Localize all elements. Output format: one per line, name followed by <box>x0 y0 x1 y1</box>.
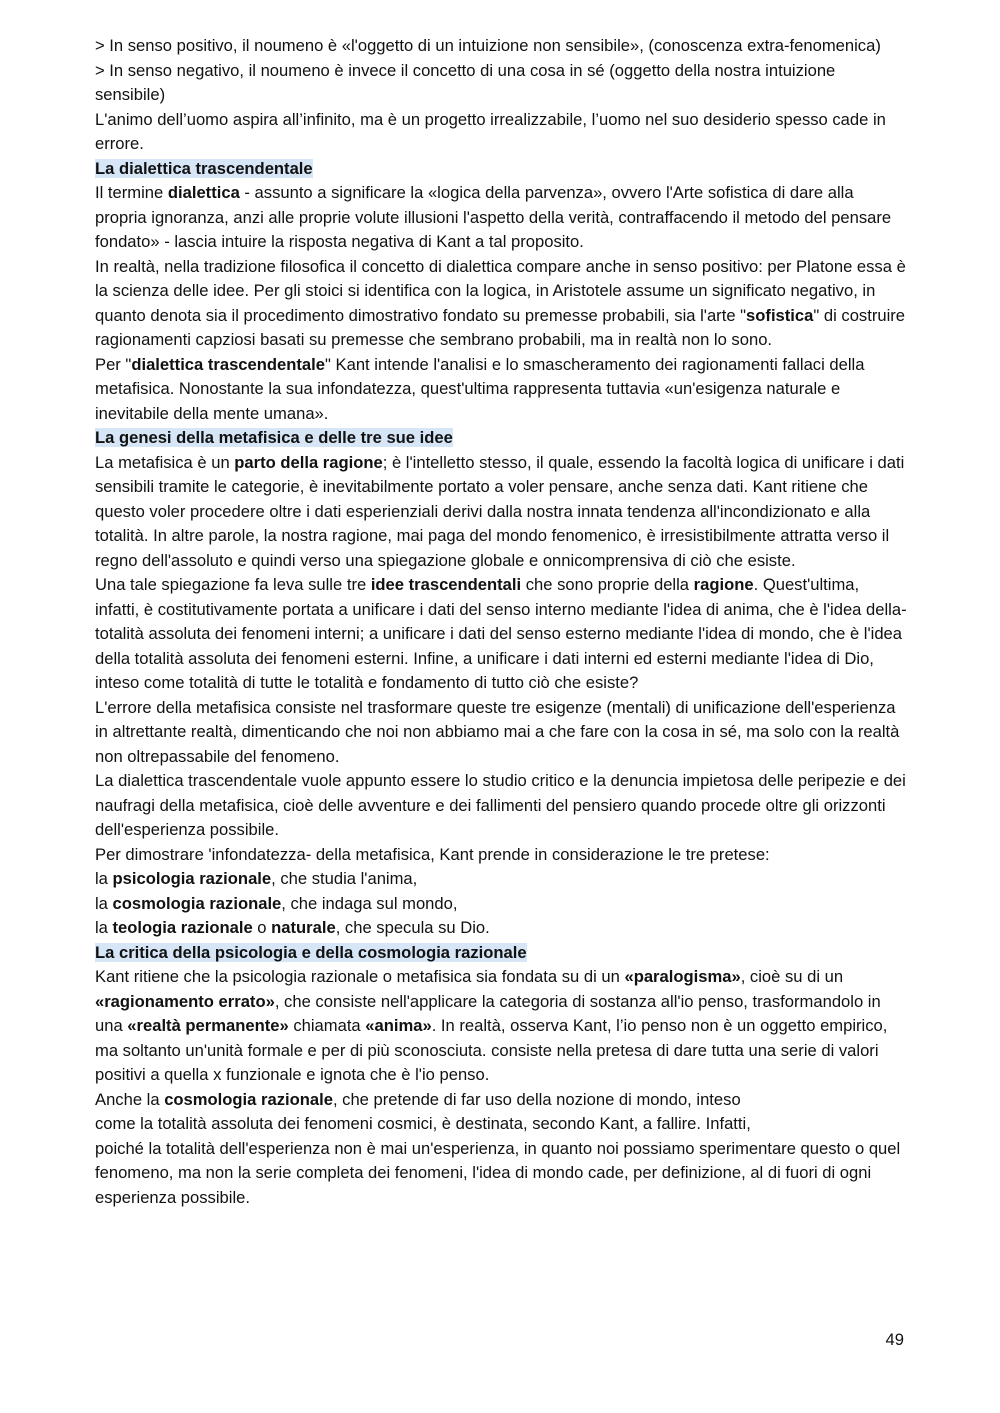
text-run: L'animo dell’uomo aspira all’infinito, ma è un progetto irrealizzabile, l’uomo nel suo desiderio spesso cade in errore. <box>95 109 886 153</box>
paragraph <box>95 181 907 255</box>
paragraph <box>95 34 907 59</box>
paragraph <box>95 867 907 892</box>
text-run: , che studia l'anima, <box>271 869 418 888</box>
paragraph <box>95 353 907 427</box>
section-heading-text: La critica della psicologia e della cosmologia razionale <box>95 942 527 962</box>
text-run: chiamata <box>288 1016 366 1035</box>
bold-term: «paralogisma» <box>624 967 741 986</box>
paragraph <box>95 892 907 917</box>
bold-term: «ragionamento errato» <box>95 991 275 1011</box>
section-heading-text: La dialettica trascendentale <box>95 158 313 178</box>
bold-term: «anima» <box>365 1016 432 1035</box>
text-run: La metafisica è un <box>95 452 235 472</box>
bold-term: sofistica <box>746 305 814 325</box>
bold-term: parto della ragione <box>234 452 383 472</box>
text-run: , che indaga sul mondo, <box>281 893 458 913</box>
text-run: " Kant intende l'analisi e lo smascheramento dei ragionamenti fallaci della metafisica. Nonostante la sua infondatezza, quest'ultima rappresenta tuttavia «un'esigenza naturale e inevitabile della mente umana». <box>95 354 865 423</box>
paragraph <box>95 59 907 108</box>
bold-term: cosmologia razionale <box>112 893 282 913</box>
paragraph <box>95 843 907 868</box>
paragraph <box>95 1088 907 1211</box>
bold-term: naturale <box>271 918 336 937</box>
text-run: , che specula su Dio. <box>335 918 490 937</box>
paragraph <box>95 255 907 353</box>
text-run: , che pretende di far uso della nozione di mondo, inteso come la totalità assoluta dei fenomeni cosmici, è destinata, secondo Kant, a fallire. Infatti, poiché la totalità dell'esperienza non è mai un'esperienza, in quanto noi possiamo sperimentare questo o quel fenomeno, ma non la serie completa dei fenomeni, l'idea di mondo cade, per definizione, al di fuori di ogni esperienza possibile. <box>95 1089 901 1207</box>
text-run: Una tale spiegazione fa leva sulle tre <box>95 575 371 594</box>
text-run: Anche la <box>95 1089 165 1109</box>
text-run: In realtà, nella tradizione filosofica il concetto di dialettica compare anche in senso positivo: per Platone essa è la scienza delle idee. Per gli stoici si identifica con la logica, in Aristotele assume un significato negativo, in quanto denota sia il procedimento dimostrativo fondato su premesse probabili, sia l'arte " <box>95 256 906 325</box>
text-run: " di costruire ragionamenti capziosi basati su premesse che sembrano probabili, ma in realtà non lo sono. <box>95 305 906 349</box>
bold-term: idee trascendentali <box>370 575 522 594</box>
paragraph <box>95 916 907 941</box>
bold-term: teologia razionale <box>112 918 253 937</box>
text-run: Per " <box>95 354 132 374</box>
paragraph <box>95 451 907 574</box>
text-run: la <box>95 893 113 913</box>
text-run: la <box>95 869 113 888</box>
page-number: 49 <box>885 1330 904 1349</box>
bold-term: dialettica <box>167 183 240 202</box>
section-heading <box>95 426 907 451</box>
text-run: . Quest'ultima, infatti, è costitutivamente portata a unificare i dati del senso interno mediante l'idea di anima, che è l'idea della-totalità assoluta dei fenomeni interni; a unificare i dati del senso esterno mediante l'idea di mondo, che è l'idea della totalità assoluta dei fenomeni esterni. Infine, a unificare i dati interni ed esterni mediante l'idea di Dio, inteso come totalità di tutte le totalità e fondamento di tutto ciò che esiste? <box>95 575 907 692</box>
paragraph <box>95 965 907 1088</box>
paragraph <box>95 696 907 770</box>
paragraph <box>95 573 907 696</box>
text-run: ; è l'intelletto stesso, il quale, essendo la facoltà logica di unificare i dati sensibili tramite le categorie, è inevitabilmente portato a voler pensare, anche senza dati. Kant ritiene che questo voler procedere oltre i dati esperienziali derivi dalla nostra innata tendenza all'incondizionato e alla totalità. In altre parole, la nostra ragione, mai paga del mondo fenomenico, è irresistibilmente attratta verso il regno dell'assoluto e quindi verso una spiegazione globale e onnicomprensiva di ciò che esiste. <box>95 452 905 570</box>
text-run: o <box>252 918 272 937</box>
section-heading-text: La genesi della metafisica e delle tre sue idee <box>95 428 453 447</box>
text-run: > In senso negativo, il noumeno è invece il concetto di una cosa in sé (oggetto della nostra intuizione sensibile) <box>95 60 836 104</box>
text-run: , che consiste nell'applicare la categoria di sostanza all'io penso, trasformandolo in una <box>95 991 881 1035</box>
document-body <box>95 34 907 1210</box>
text-run: Il termine <box>95 183 168 202</box>
text-run: L'errore della metafisica consiste nel trasformare queste tre esigenze (mentali) di unificazione dell'esperienza in altrettante realtà, dimenticando che noi non abbiamo mai a che fare con la cosa in sé, ma solo con la realtà non oltrepassabile del fenomeno. <box>95 697 900 766</box>
text-run: Per dimostrare 'infondatezza- della metafisica, Kant prende in considerazione le tre pretese: <box>95 844 770 864</box>
text-run: la <box>95 918 113 937</box>
paragraph <box>95 769 907 843</box>
paragraph <box>95 108 907 157</box>
bold-term: psicologia razionale <box>112 869 272 888</box>
text-run: Kant ritiene che la psicologia razionale o metafisica sia fondata su di un <box>95 967 625 986</box>
section-heading <box>95 941 907 966</box>
text-run: La dialettica trascendentale vuole appunto essere lo studio critico e la denuncia impietosa delle peripezie e dei naufragi della metafisica, cioè delle avventure e dei fallimenti del pensiero quando procede oltre gli orizzonti dell'esperienza possibile. <box>95 771 906 839</box>
text-run: - assunto a significare la «logica della parvenza», ovvero l'Arte sofistica di dare alla propria ignoranza, anzi alle proprie volute illusioni l'aspetto della verità, contraffacendo il metodo del pensare fondato» - lascia intuire la risposta negativa di Kant a tal proposito. <box>95 183 892 251</box>
text-run: . In realtà, osserva Kant, l’io penso non è un oggetto empirico, ma soltanto un'unità formale e per di più sconosciuta. consiste nella pretesa di dare tutta una serie di valori positivi a quella x funzionale e ignota che è l'io penso. <box>95 1016 888 1084</box>
text-run: , cioè su di un <box>740 967 844 986</box>
text-run: > In senso positivo, il noumeno è «l'oggetto di un intuizione non sensibile», (conoscenza extra-fenomenica) <box>95 36 881 55</box>
text-run: che sono proprie della <box>521 575 694 594</box>
bold-term: ragione <box>693 575 754 594</box>
bold-term: dialettica trascendentale <box>131 354 326 374</box>
section-heading <box>95 157 907 182</box>
bold-term: «realtà permanente» <box>127 1016 289 1035</box>
bold-term: cosmologia razionale <box>164 1089 333 1109</box>
